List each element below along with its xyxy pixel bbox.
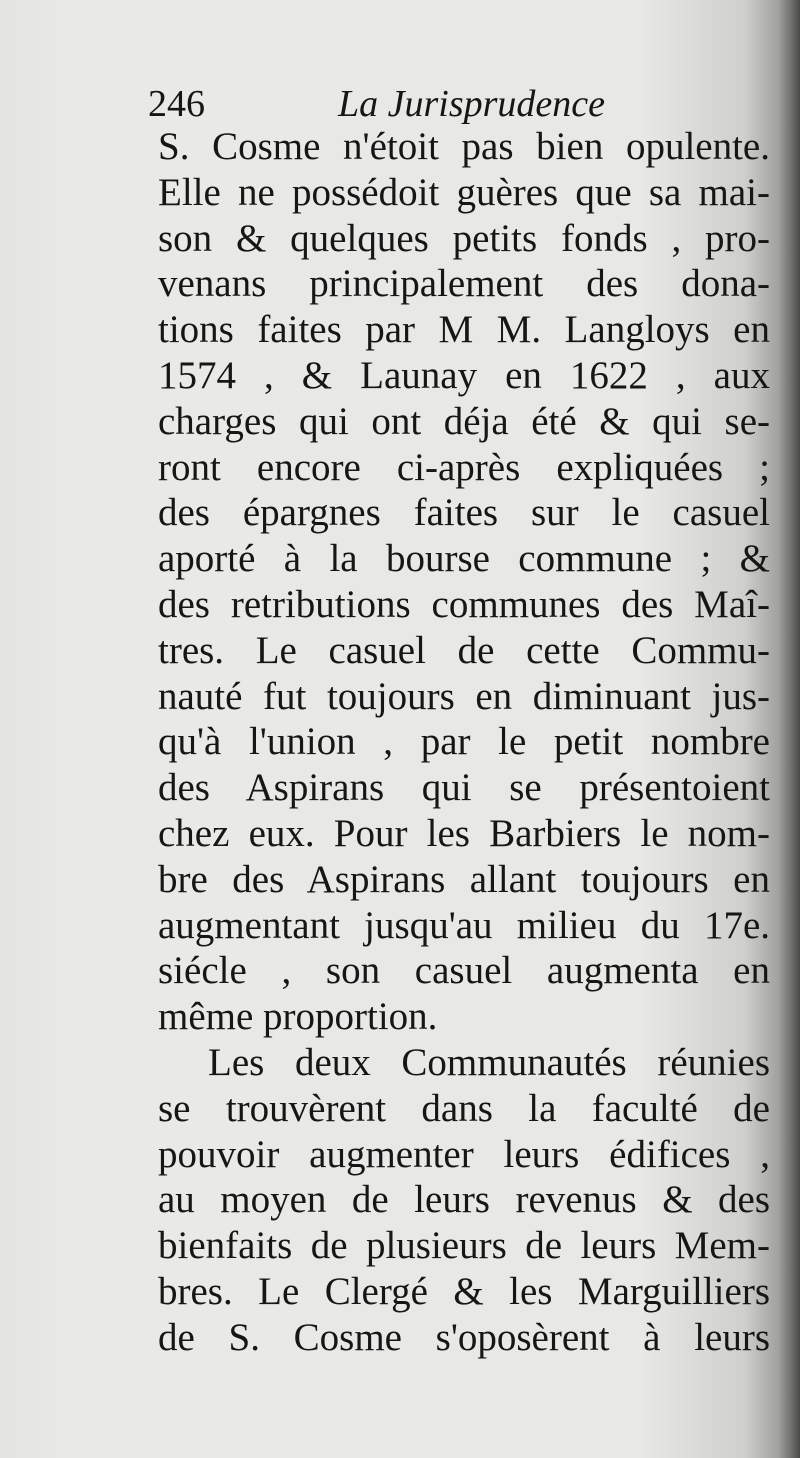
text-line: aporté à la bourse commune ; &: [158, 537, 770, 581]
text-line: 1574 , & Launay en 1622 , aux: [158, 353, 770, 397]
text-line: des Aspirans qui se présentoient: [158, 766, 770, 810]
text-line: des retributions communes des Maî-: [158, 582, 770, 626]
text-line: augmentant jusqu'au milieu du 17e.: [158, 903, 770, 947]
text-line: qu'à l'union , par le petit nombre: [158, 720, 770, 764]
text-line: de S. Cosme s'oposèrent à leurs: [158, 1315, 770, 1359]
text-line: ront encore ci-après expliquées ;: [158, 445, 770, 489]
text-line: siécle , son casuel augmenta en: [158, 949, 770, 993]
text-line: Elle ne possédoit guères que sa mai-: [158, 170, 770, 214]
paragraph-start-line: Les deux Communautés réunies: [208, 1040, 770, 1084]
text-line: charges qui ont déja été & qui se-: [158, 399, 770, 443]
text-line: nauté fut toujours en diminuant jus-: [158, 674, 770, 718]
text-line: tions faites par M M. Langloys en: [158, 308, 770, 352]
page-edge-shadow: [778, 0, 800, 1458]
text-line: se trouvèrent dans la faculté de: [158, 1086, 770, 1130]
text-line: son & quelques petits fonds , pro-: [158, 216, 770, 260]
running-title: La Jurisprudence: [338, 83, 606, 125]
text-line: bres. Le Clergé & les Marguilliers: [158, 1269, 770, 1313]
text-line: S. Cosme n'étoit pas bien opulente.: [158, 125, 770, 168]
text-line: des épargnes faites sur le casuel: [158, 491, 770, 535]
paragraph-end-line: même proportion.: [158, 995, 438, 1039]
text-line: bienfaits de plusieurs de leurs Mem-: [158, 1224, 770, 1268]
body-text: [158, 124, 770, 1361]
text-line: chez eux. Pour les Barbiers le nom-: [158, 811, 770, 855]
text-line: venans principalement des dona-: [158, 262, 770, 306]
text-line: pouvoir augmenter leurs édifices ,: [158, 1132, 770, 1176]
text-line: bre des Aspirans allant toujours en: [158, 857, 770, 901]
text-line: tres. Le casuel de cette Commu-: [158, 628, 770, 672]
running-head: [148, 80, 648, 128]
page-number: 246: [148, 83, 205, 125]
text-line: au moyen de leurs revenus & des: [158, 1178, 770, 1222]
